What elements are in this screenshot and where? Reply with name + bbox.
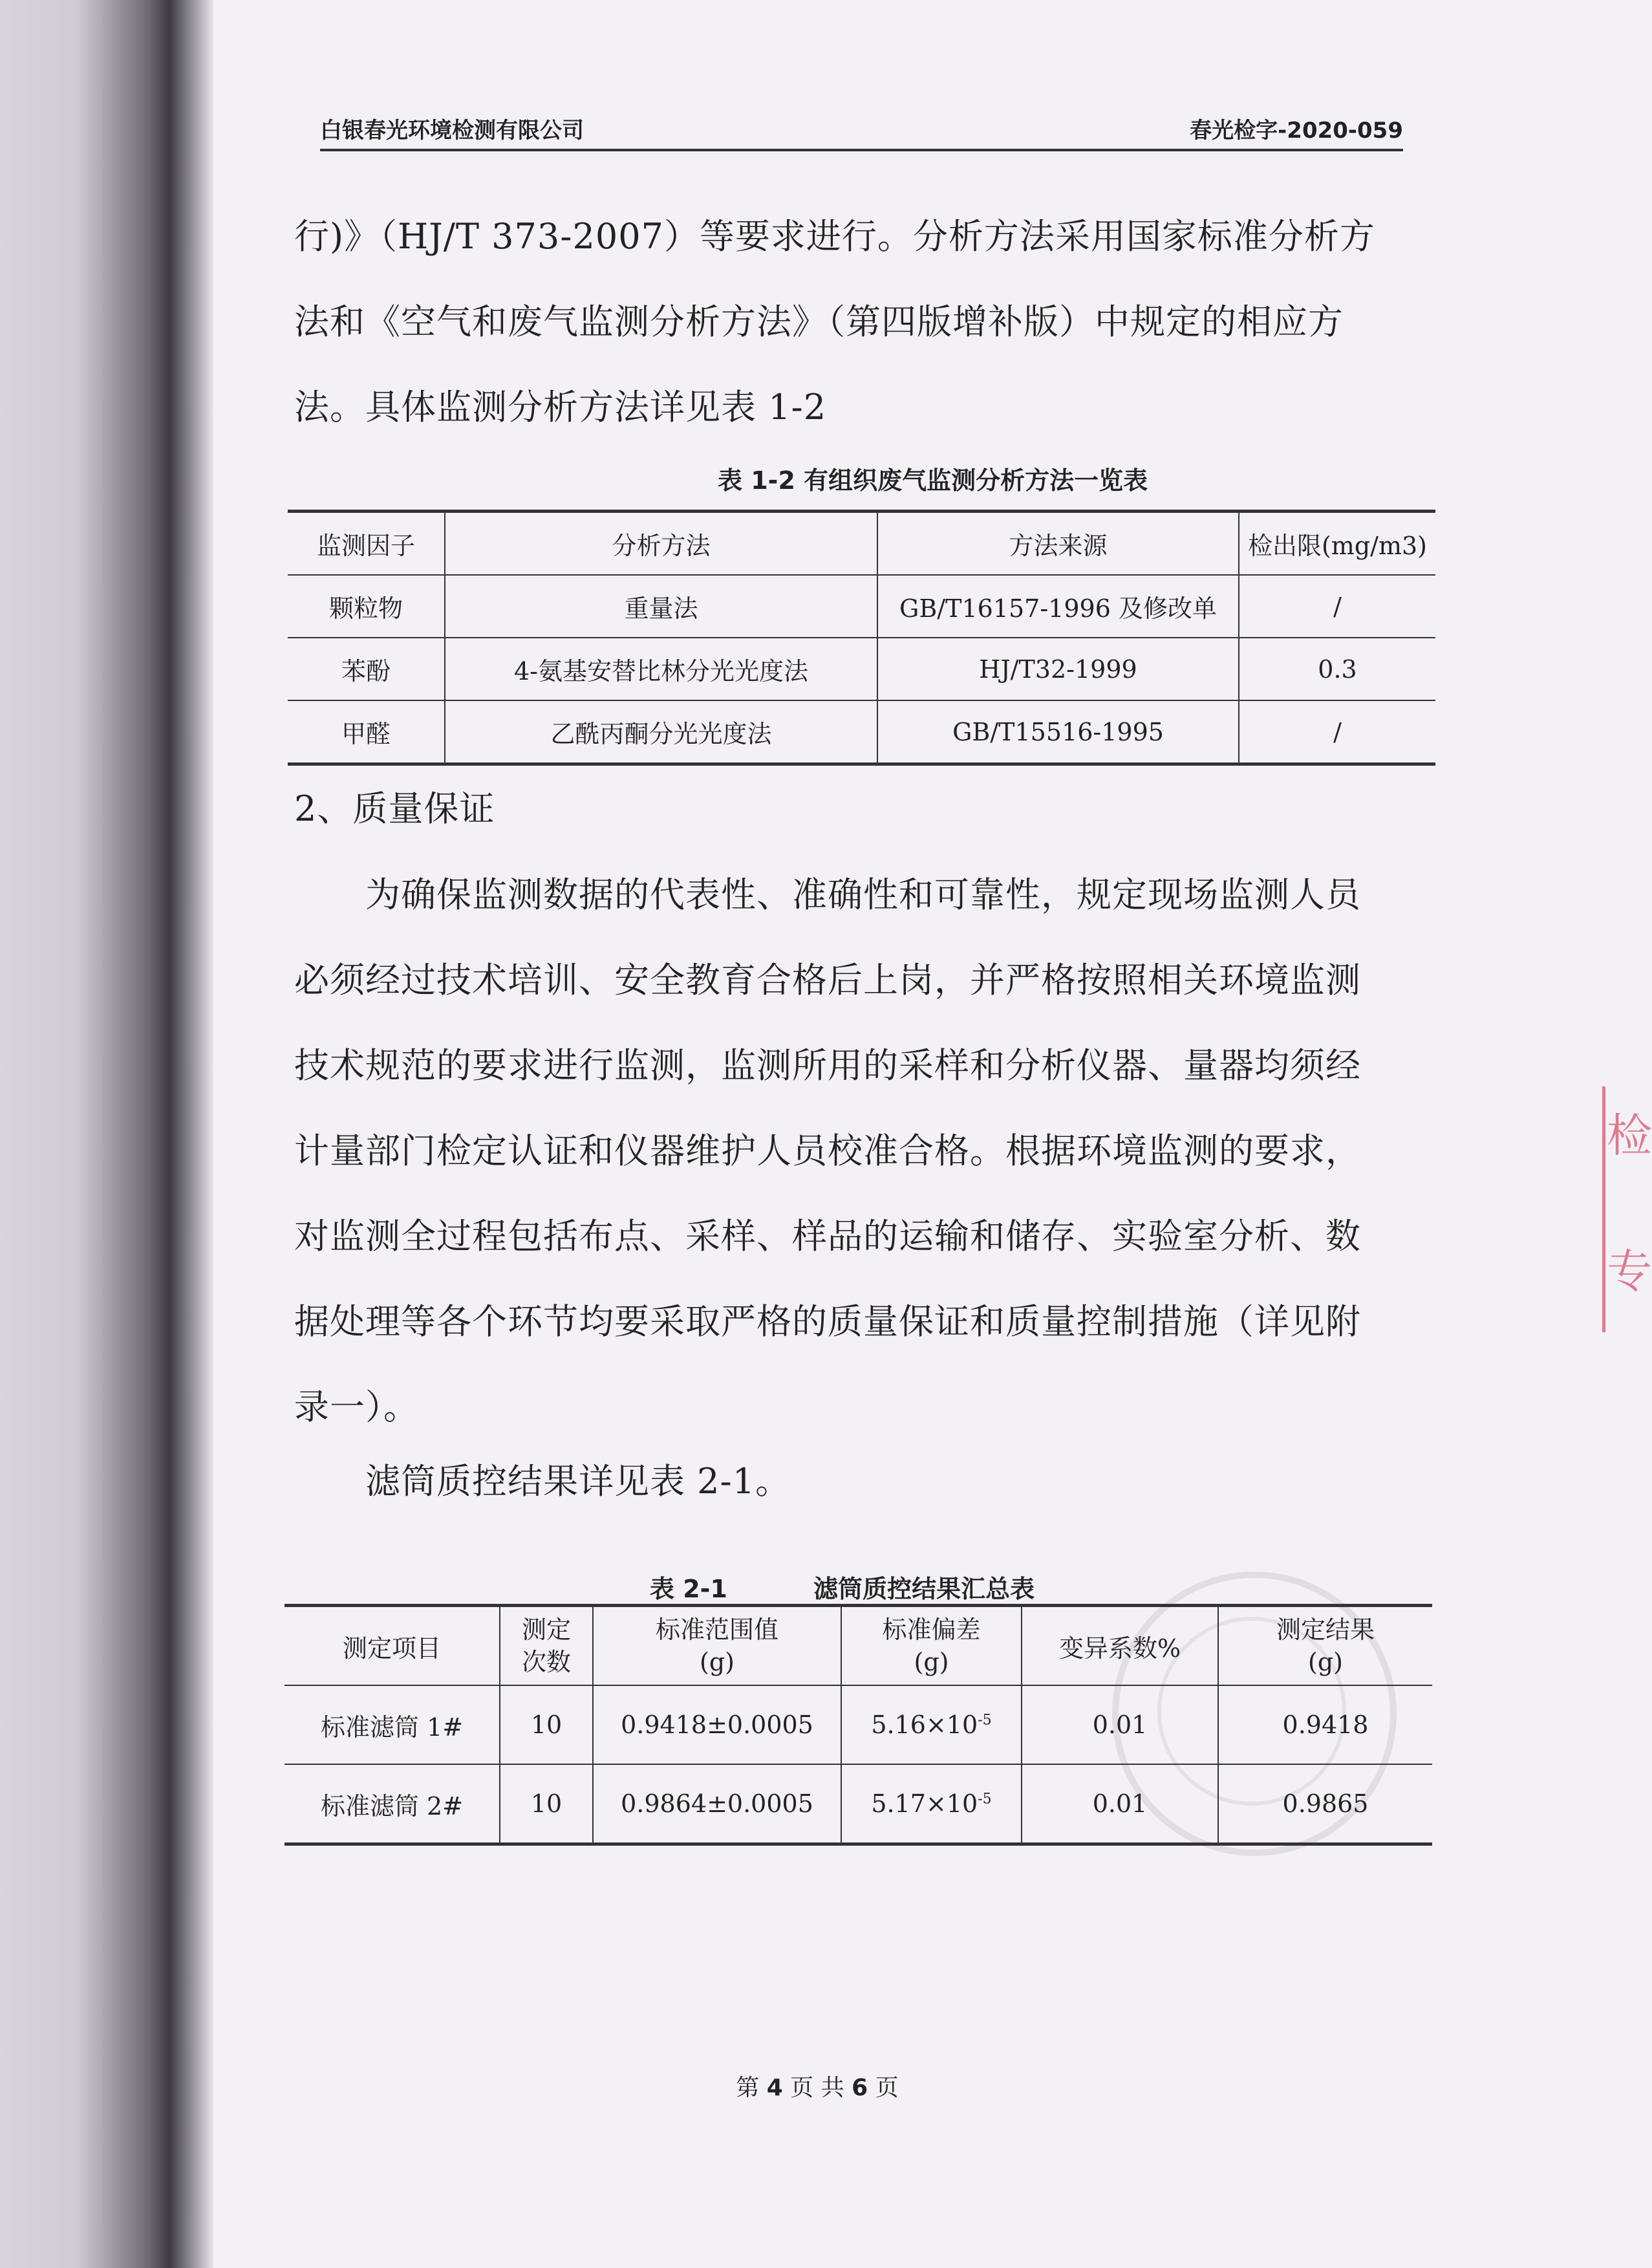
cell: HJ/T32-1999 <box>877 638 1239 700</box>
cell: GB/T15516-1995 <box>877 700 1239 764</box>
cell: 0.9864±0.0005 <box>593 1764 841 1844</box>
header-cell <box>1218 1606 1432 1686</box>
cell: 标准滤筒 2# <box>284 1764 500 1844</box>
table2-caption-number: 表 2-1 <box>650 1575 727 1603</box>
footer-text: 页 共 <box>790 2075 844 2101</box>
footer-page-number: 4 <box>766 2075 783 2101</box>
header-cell: 测定项目 <box>284 1606 500 1686</box>
cell: 0.9418 <box>1218 1685 1432 1764</box>
footer-text: 第 <box>736 2075 760 2101</box>
stamp-char: 检 <box>1607 1109 1652 1162</box>
table-row <box>288 700 1435 764</box>
table-row <box>288 638 1435 700</box>
header-cell: 分析方法 <box>445 512 877 576</box>
table-header-row <box>284 1606 1432 1686</box>
para-line: 录一）。 <box>294 1387 419 1427</box>
page-header <box>320 103 1403 151</box>
intro-line: 法。具体监测分析方法详见表 1-2 <box>294 387 827 427</box>
cell: 标准滤筒 1# <box>284 1685 500 1764</box>
company-name: 白银春光环境检测有限公司 <box>320 118 584 144</box>
header-line: (g) <box>1308 1648 1343 1676</box>
cell: 0.01 <box>1022 1764 1218 1844</box>
header-cell: 检出限(mg/m3) <box>1239 512 1435 576</box>
header-line: 测定结果 <box>1276 1615 1375 1644</box>
cell <box>841 1764 1022 1844</box>
header-line: 测定 <box>521 1615 571 1644</box>
cell: 颗粒物 <box>288 575 445 638</box>
table-row <box>284 1764 1432 1844</box>
header-line: 次数 <box>521 1648 571 1676</box>
header-line: 标准范围值 <box>655 1615 778 1644</box>
header-line: (g) <box>914 1648 949 1676</box>
page-footer <box>0 2069 1635 2102</box>
cell: 重量法 <box>445 575 877 638</box>
cell: 苯酚 <box>288 638 445 700</box>
para-line: 必须经过技术培训、安全教育合格后上岗，并严格按照相关环境监测 <box>294 960 1361 1000</box>
header-cell: 变异系数% <box>1022 1606 1218 1686</box>
sd-exponent: -5 <box>978 1712 992 1729</box>
cell: 乙酰丙酮分光光度法 <box>445 700 877 764</box>
para-line: 为确保监测数据的代表性、准确性和可靠性，规定现场监测人员 <box>365 874 1361 915</box>
cell: 10 <box>500 1685 593 1764</box>
header-cell <box>500 1606 593 1686</box>
intro-line: 行)》（HJ/T 373-2007）等要求进行。分析方法采用国家标准分析方 <box>294 216 1375 257</box>
header-cell <box>593 1606 841 1686</box>
cell: 4-氨基安替比林分光光度法 <box>445 638 877 700</box>
para-line: 计量部门检定认证和仪器维护人员校准合格。根据环境监测的要求， <box>294 1130 1361 1171</box>
table2-reference: 滤筒质控结果详见表 2-1。 <box>365 1461 791 1502</box>
header-line: (g) <box>700 1648 735 1676</box>
table2-caption <box>650 1569 1035 1604</box>
header-cell: 方法来源 <box>877 512 1239 576</box>
sd-exponent: -5 <box>978 1791 992 1808</box>
cell: 10 <box>500 1764 593 1844</box>
table1-caption: 表 1-2 有组织废气监测分析方法一览表 <box>718 466 1148 495</box>
footer-text: 页 <box>875 2075 899 2101</box>
cell: 0.01 <box>1022 1685 1218 1764</box>
section2-title: 2、质量保证 <box>294 788 495 829</box>
table-header-row <box>288 512 1435 576</box>
header-cell: 监测因子 <box>288 512 445 576</box>
report-number: 春光检字-2020-059 <box>1190 118 1403 144</box>
footer-total-pages: 6 <box>852 2075 868 2101</box>
table-row <box>284 1685 1432 1764</box>
table2-caption-title: 滤筒质控结果汇总表 <box>813 1575 1035 1603</box>
intro-line: 法和《空气和废气监测分析方法》（第四版增补版）中规定的相应方 <box>294 301 1344 342</box>
sd-base: 5.17×10 <box>871 1789 978 1818</box>
cell: 0.3 <box>1239 638 1435 700</box>
cell <box>841 1685 1022 1764</box>
cell: / <box>1239 700 1435 764</box>
header-cell <box>841 1606 1022 1686</box>
analysis-methods-table <box>288 510 1435 766</box>
sd-base: 5.16×10 <box>871 1711 978 1739</box>
cell: GB/T16157-1996 及修改单 <box>877 575 1239 638</box>
cell: 0.9865 <box>1218 1764 1432 1844</box>
intro-paragraph <box>294 194 1429 450</box>
para-line: 对监测全过程包括布点、采样、样品的运输和储存、实验室分析、数 <box>294 1216 1361 1257</box>
cell: 0.9418±0.0005 <box>593 1685 841 1764</box>
header-line: 标准偏差 <box>882 1615 981 1644</box>
table-row <box>288 575 1435 638</box>
stamp-char: 专 <box>1607 1245 1652 1298</box>
para-line: 技术规范的要求进行监测，监测所用的采样和分析仪器、量器均须经 <box>294 1045 1361 1086</box>
filter-qc-table <box>284 1604 1432 1846</box>
para-line: 据处理等各个环节均要采取严格的质量保证和质量控制措施（详见附 <box>294 1301 1361 1342</box>
section2-paragraph <box>294 852 1429 1450</box>
scan-binding-shadow <box>0 0 213 2268</box>
cell: 甲醛 <box>288 700 445 764</box>
cell: / <box>1239 575 1435 638</box>
